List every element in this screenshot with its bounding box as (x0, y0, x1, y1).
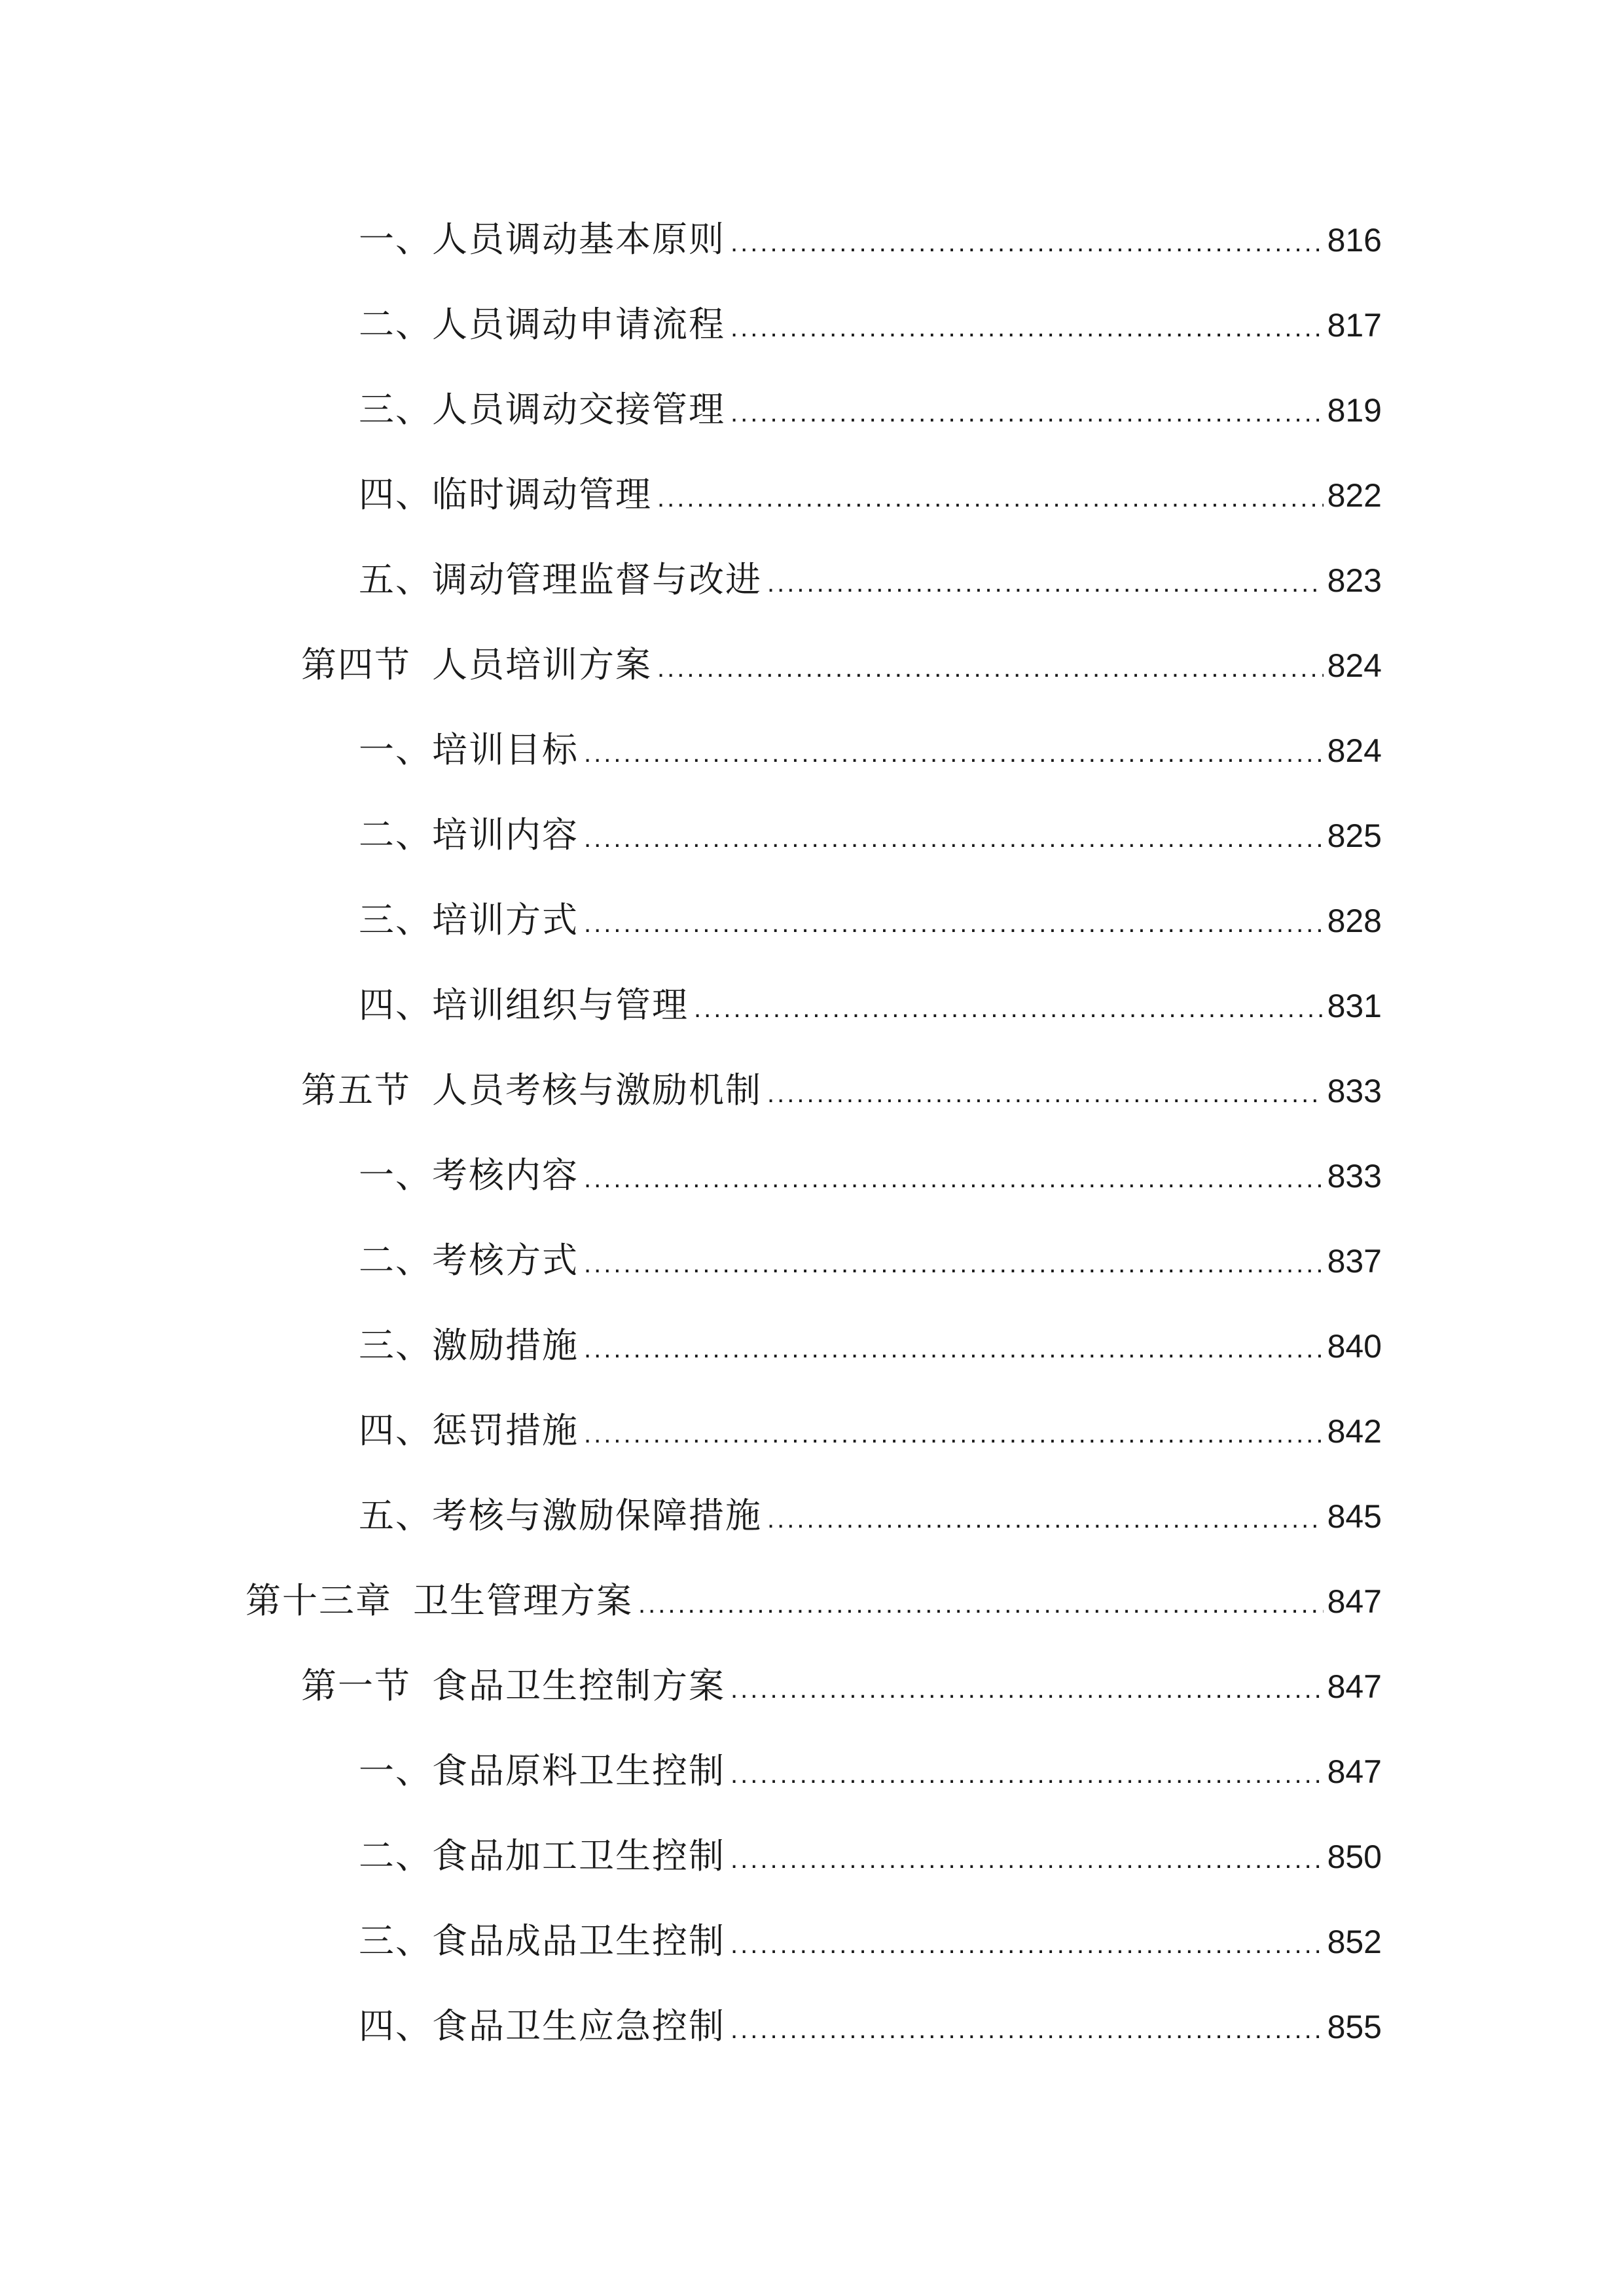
toc-entry-number: 一、 (359, 219, 432, 260)
toc-entry-number: 四、 (359, 1410, 432, 1451)
toc-entry-text: 食品成品卫生控制 (432, 1920, 725, 1962)
toc-entry[interactable] (359, 1490, 1382, 1542)
dot-leader (584, 1323, 1324, 1375)
toc-entry-title (359, 979, 689, 1031)
toc-entry-title (359, 894, 579, 946)
toc-entry-title (359, 1830, 725, 1882)
dot-leader (731, 1663, 1324, 1715)
toc-entry[interactable] (301, 1064, 1382, 1117)
toc-entry-number: 第一节 (301, 1665, 411, 1706)
dot-leader (731, 1833, 1324, 1886)
toc-page-number: 833 (1327, 1073, 1382, 1109)
toc-entry-text: 考核与激励保障措施 (432, 1495, 762, 1536)
toc-entry-text: 食品卫生应急控制 (432, 2005, 725, 2047)
toc-entry-title (301, 1660, 725, 1712)
toc-page-number: 824 (1327, 732, 1382, 769)
toc-entry-title (359, 1149, 579, 1202)
toc-entry-number: 三、 (359, 899, 432, 941)
toc-entry-title (359, 554, 762, 606)
dot-leader (584, 1153, 1324, 1205)
toc-entry-title (359, 1915, 725, 1967)
toc-entry-text: 食品原料卫生控制 (432, 1750, 725, 1791)
toc-entry-number: 二、 (359, 304, 432, 345)
dot-leader (767, 1067, 1324, 1120)
toc-entry[interactable] (359, 1149, 1382, 1202)
toc-entry-text: 惩罚措施 (432, 1410, 579, 1451)
toc-entry-text: 人员调动交接管理 (432, 389, 725, 430)
dot-leader (657, 642, 1324, 694)
toc-entry-number: 五、 (359, 1495, 432, 1536)
toc-page-number: 828 (1327, 903, 1382, 939)
toc-entry-text: 考核内容 (432, 1155, 579, 1196)
toc-entry[interactable] (359, 979, 1382, 1031)
toc-entry[interactable] (359, 809, 1382, 861)
toc-entry-title (301, 639, 652, 691)
toc-entry-text: 临时调动管理 (432, 474, 652, 515)
toc-entry[interactable] (359, 1830, 1382, 1882)
toc-page-number: 847 (1327, 1753, 1382, 1790)
toc-entry[interactable] (359, 894, 1382, 946)
toc-page-number: 850 (1327, 1839, 1382, 1875)
toc-entry-title (359, 384, 725, 436)
dot-leader (584, 1408, 1324, 1460)
toc-page-number: 842 (1327, 1413, 1382, 1450)
dot-leader (767, 557, 1324, 609)
dot-leader (657, 472, 1324, 524)
toc-entry-text: 人员培训方案 (432, 644, 652, 685)
toc-entry-text: 人员考核与激励机制 (432, 1069, 762, 1111)
toc-entry-text: 培训内容 (432, 814, 579, 855)
toc-entry-number: 一、 (359, 1750, 432, 1791)
toc-entry[interactable] (359, 1319, 1382, 1372)
dot-leader (731, 217, 1324, 269)
toc-page-number: 837 (1327, 1243, 1382, 1280)
toc-entry[interactable] (359, 1405, 1382, 1457)
toc-page-number: 822 (1327, 477, 1382, 514)
toc-entry-number: 五、 (359, 559, 432, 600)
toc-page-number: 825 (1327, 817, 1382, 854)
toc-page-number: 819 (1327, 392, 1382, 429)
toc-entry-number: 二、 (359, 1240, 432, 1281)
dot-leader (584, 897, 1324, 950)
toc-page-number: 855 (1327, 2009, 1382, 2045)
toc-entry-text: 人员调动申请流程 (432, 304, 725, 345)
toc-page-number: 823 (1327, 562, 1382, 599)
toc-page-number: 831 (1327, 988, 1382, 1024)
toc-entry-text: 培训组织与管理 (432, 984, 689, 1026)
toc-entry-title (359, 1745, 725, 1797)
toc-entry[interactable] (359, 554, 1382, 606)
toc-entry-number: 四、 (359, 2005, 432, 2047)
toc-entry[interactable] (359, 298, 1382, 351)
toc-entry-text: 调动管理监督与改进 (432, 559, 762, 600)
dot-leader (731, 1918, 1324, 1971)
toc-page-number: 833 (1327, 1158, 1382, 1194)
toc-entry-title (359, 1405, 579, 1457)
toc-entry-title (359, 1319, 579, 1372)
toc-entry-title (359, 1490, 762, 1542)
toc-entry[interactable] (359, 1234, 1382, 1287)
toc-entry-number: 二、 (359, 1835, 432, 1876)
toc-entry[interactable] (359, 384, 1382, 436)
toc-entry-text: 考核方式 (432, 1240, 579, 1281)
toc-entry-number: 四、 (359, 474, 432, 515)
toc-page-number: 840 (1327, 1328, 1382, 1365)
toc-entry-number: 第五节 (301, 1069, 411, 1111)
toc-entry[interactable] (301, 1660, 1382, 1712)
toc-entry-number: 第十三章 (245, 1580, 392, 1621)
toc-entry-title (245, 1575, 633, 1627)
toc-entry-number: 三、 (359, 389, 432, 430)
toc-entry-text: 卫生管理方案 (413, 1580, 633, 1621)
toc-entry[interactable] (359, 724, 1382, 776)
toc-entry-title (359, 469, 652, 521)
toc-entry-number: 第四节 (301, 644, 411, 685)
dot-leader (731, 387, 1324, 439)
dot-leader (731, 302, 1324, 354)
dot-leader (731, 2003, 1324, 2056)
toc-entry[interactable] (301, 639, 1382, 691)
toc-entry-title (359, 298, 725, 351)
toc-entry-title (359, 1234, 579, 1287)
toc-entry-title (359, 724, 579, 776)
toc-page-number: 845 (1327, 1498, 1382, 1535)
toc-entry-number: 三、 (359, 1325, 432, 1366)
toc-entry-text: 培训方式 (432, 899, 579, 941)
dot-leader (584, 812, 1324, 865)
toc-entry-number: 一、 (359, 1155, 432, 1196)
toc-entry-text: 激励措施 (432, 1325, 579, 1366)
toc-entry[interactable] (359, 1915, 1382, 1967)
toc-entry-title (359, 213, 725, 266)
toc-entry-title (359, 2000, 725, 2053)
toc-page-number: 816 (1327, 222, 1382, 259)
toc-entry[interactable] (359, 213, 1382, 266)
toc-entry-title (359, 809, 579, 861)
toc-entry[interactable] (359, 2000, 1382, 2053)
toc-entry-text: 培训目标 (432, 729, 579, 770)
toc-entry-number: 三、 (359, 1920, 432, 1962)
toc-page-number: 847 (1327, 1583, 1382, 1620)
toc-entry[interactable] (359, 469, 1382, 521)
toc-entry[interactable] (359, 1745, 1382, 1797)
toc-page-number: 852 (1327, 1924, 1382, 1960)
dot-leader (584, 1238, 1324, 1290)
dot-leader (694, 982, 1324, 1035)
dot-leader (731, 1748, 1324, 1801)
toc-entry-text: 人员调动基本原则 (432, 219, 725, 260)
toc-page-number: 824 (1327, 647, 1382, 684)
dot-leader (584, 727, 1324, 780)
toc-entry-number: 一、 (359, 729, 432, 770)
toc-page-number: 817 (1327, 307, 1382, 344)
toc-entry-text: 食品加工卫生控制 (432, 1835, 725, 1876)
toc-entry-number: 四、 (359, 984, 432, 1026)
dot-leader (767, 1493, 1324, 1545)
dot-leader (638, 1578, 1324, 1630)
toc-page-number: 847 (1327, 1668, 1382, 1705)
toc-entry-title (301, 1064, 762, 1117)
toc-entry-number: 二、 (359, 814, 432, 855)
toc-entry-text: 食品卫生控制方案 (432, 1665, 725, 1706)
toc-entry[interactable] (245, 1575, 1382, 1627)
